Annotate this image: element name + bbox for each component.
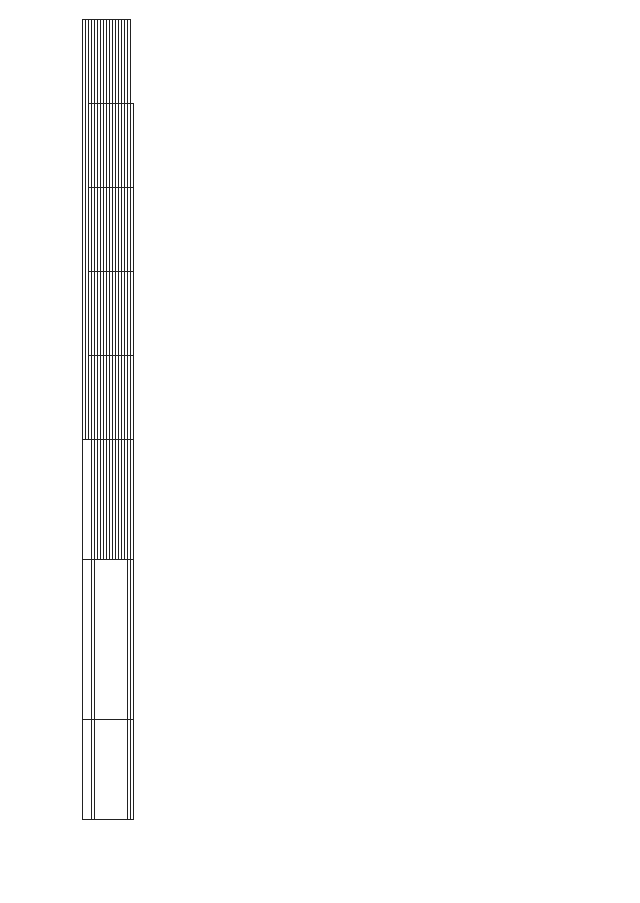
name-cell-empty: [95, 560, 128, 720]
value-cell: [131, 104, 134, 188]
measure-status: [131, 720, 134, 820]
measure-source: [131, 440, 134, 560]
empty-cell: [128, 20, 131, 104]
budget-table-sheet: [82, 20, 597, 820]
header-status: [83, 720, 92, 820]
header-sources: [83, 440, 92, 560]
budget-table: [82, 19, 134, 820]
table-row: [131, 20, 134, 820]
measure-name: [131, 560, 134, 720]
value-cell: [131, 356, 134, 440]
header-name: [83, 560, 92, 720]
value-cell: [131, 272, 134, 356]
value-cell: [131, 188, 134, 272]
status-cell-empty: [95, 720, 128, 820]
